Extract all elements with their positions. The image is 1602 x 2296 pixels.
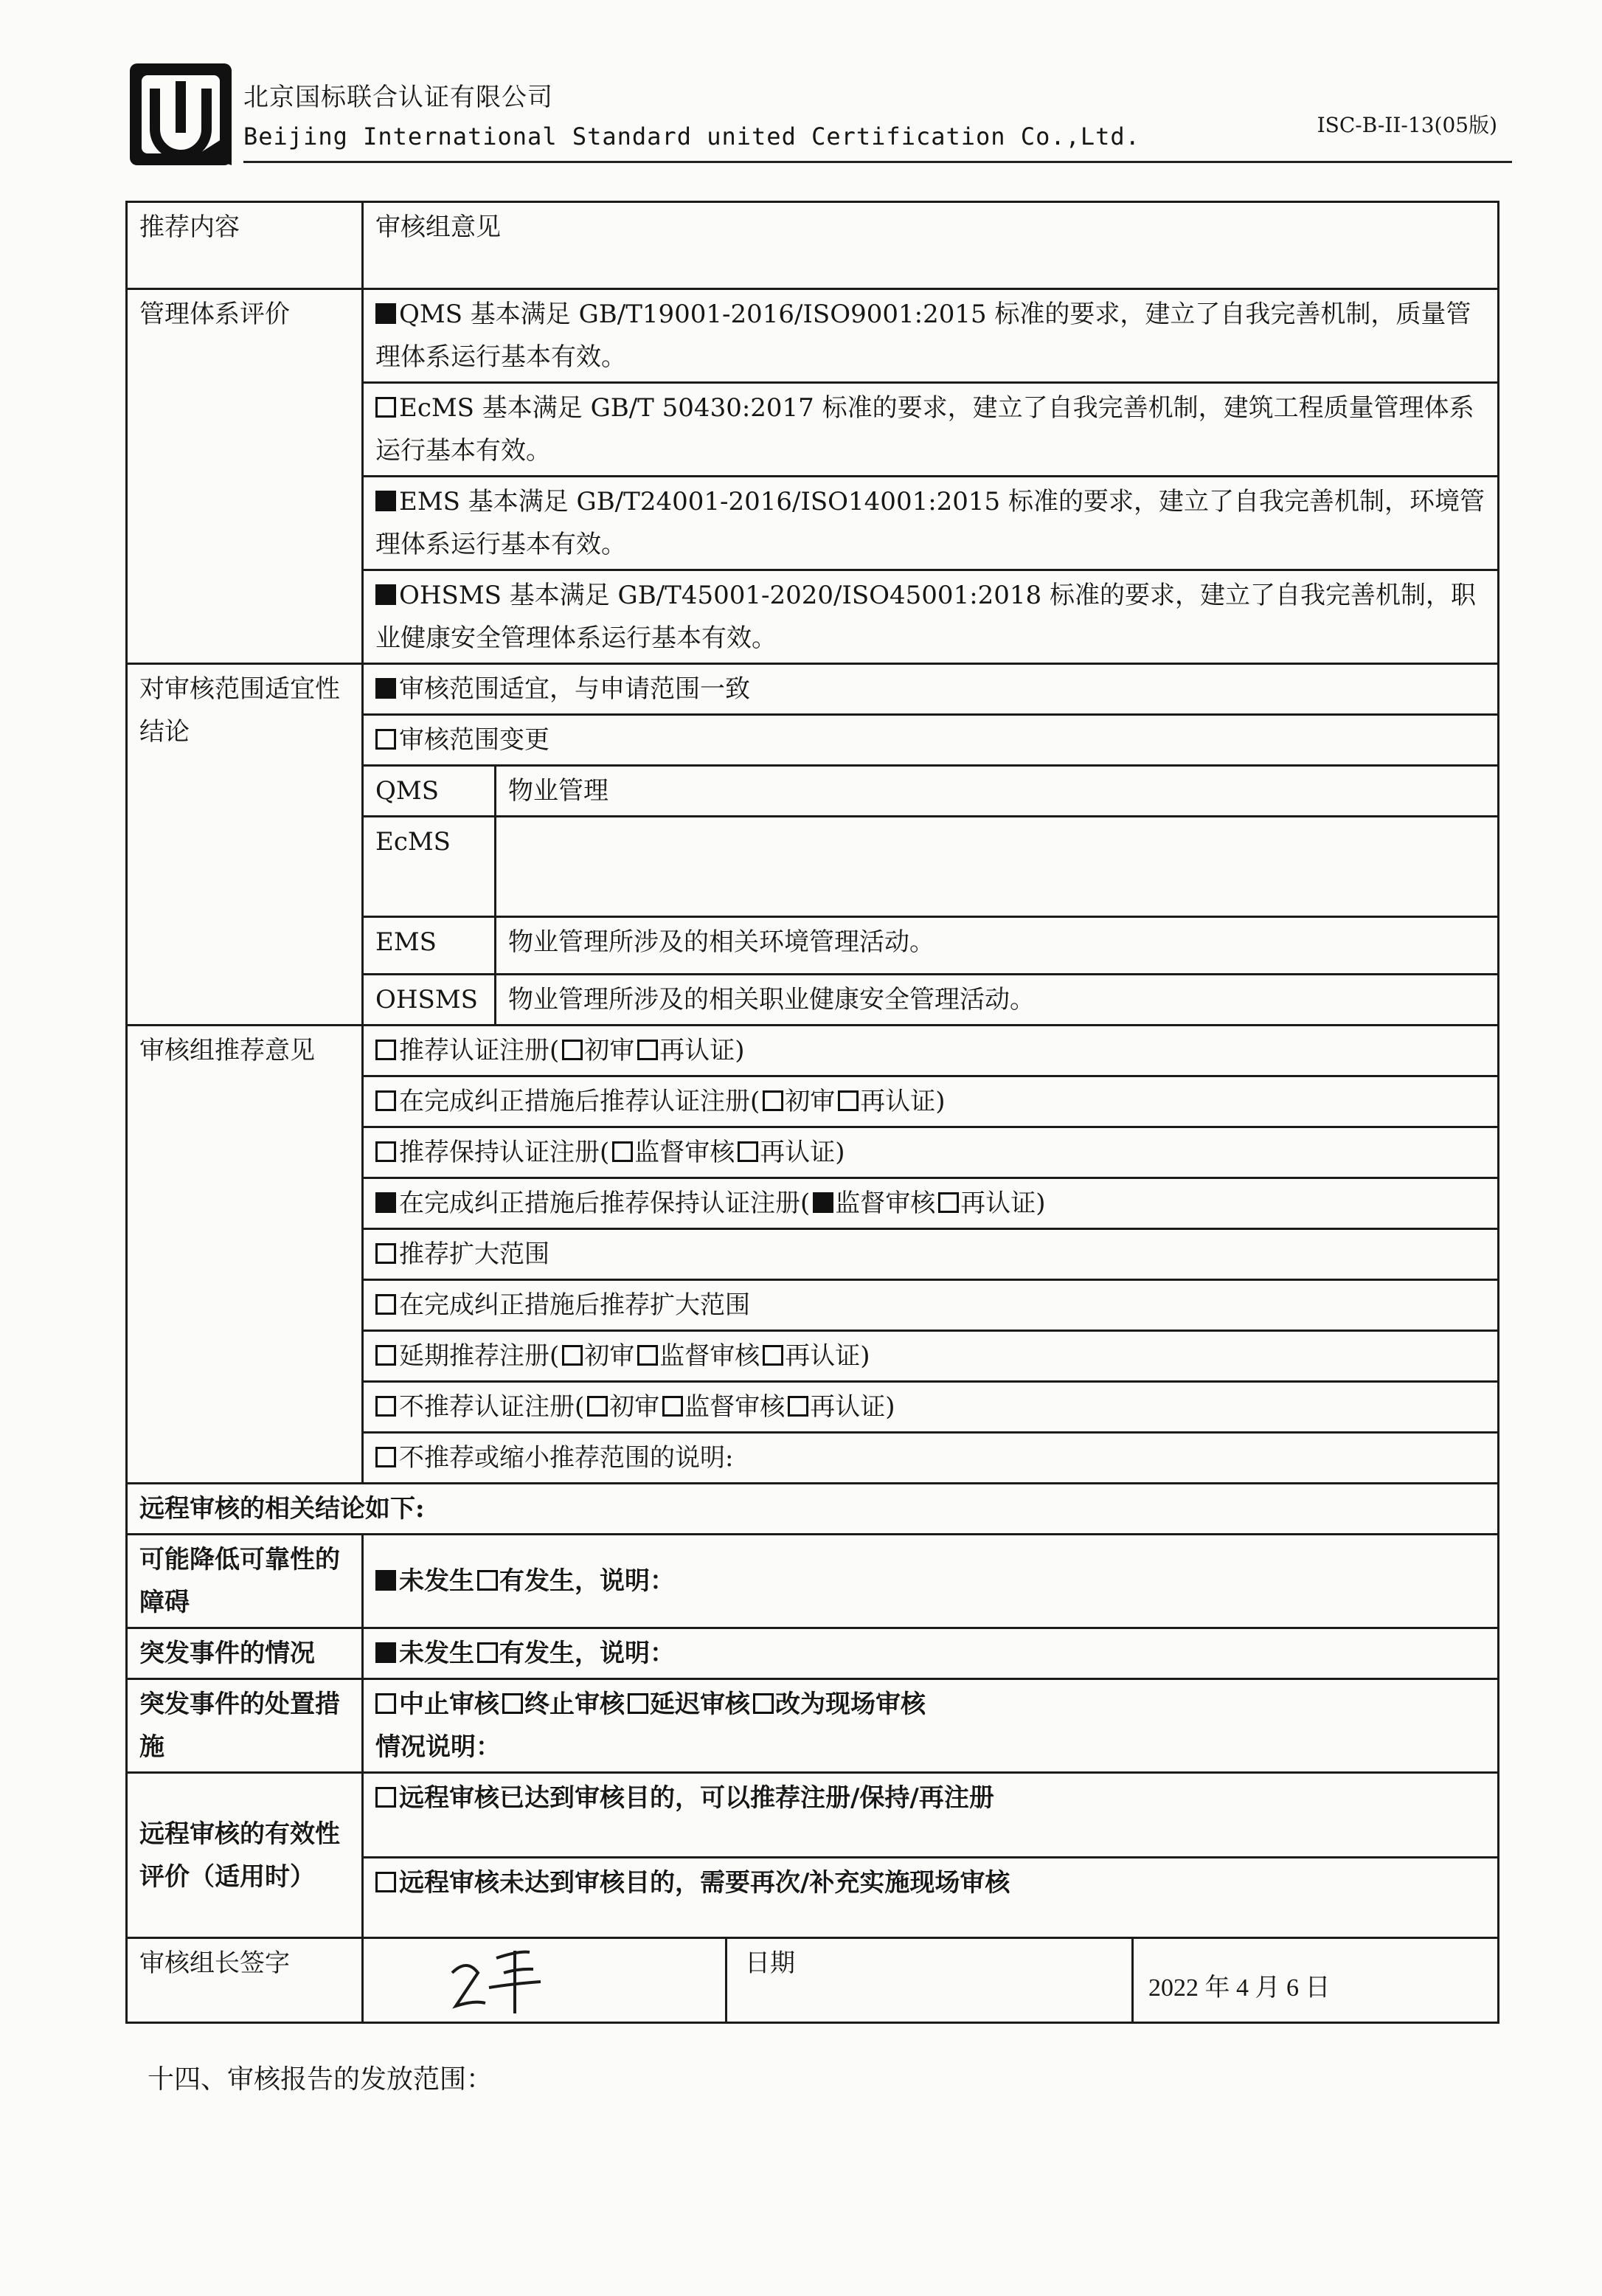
sign-date-cell xyxy=(363,1938,1499,2023)
option-text: 有发生，说明： xyxy=(499,1639,675,1668)
checkbox[interactable] xyxy=(763,1090,783,1111)
rec-sub-text: 再认证) xyxy=(760,1138,845,1167)
rec-sub-text: 再认证) xyxy=(810,1392,895,1422)
rec-item xyxy=(363,1076,1499,1127)
mgmt-item-text: EcMS 基本满足 GB/T 50430:2017 标准的要求，建立了自我完善机制，建筑工程质量管理体系运行基本有效。 xyxy=(375,393,1474,466)
checkbox[interactable] xyxy=(838,1090,859,1111)
measure-label: 突发事件的处置措施 xyxy=(127,1679,363,1773)
mgmt-item xyxy=(363,570,1499,664)
checkbox[interactable] xyxy=(502,1693,523,1714)
scope-code: EcMS xyxy=(363,817,496,917)
header-left-cell: 推荐内容 xyxy=(127,202,363,289)
checkbox[interactable] xyxy=(375,1396,396,1417)
checkbox[interactable] xyxy=(375,1570,396,1591)
checkbox[interactable] xyxy=(375,729,396,750)
checkbox[interactable] xyxy=(662,1396,683,1417)
scope-change-text: 审核范围变更 xyxy=(399,725,549,755)
scope-code: OHSMS xyxy=(363,975,496,1026)
mgmt-eval-label: 管理体系评价 xyxy=(127,289,363,664)
mgmt-item xyxy=(363,383,1499,477)
checkbox[interactable] xyxy=(375,1693,396,1714)
option-text: 未发生 xyxy=(399,1639,474,1668)
header-right-cell: 审核组意见 xyxy=(363,202,1499,289)
date-value: 2022 年 4 月 6 日 xyxy=(1148,1974,1331,2002)
measure-cell xyxy=(363,1679,1499,1773)
checkbox[interactable] xyxy=(637,1345,658,1366)
checkbox[interactable] xyxy=(375,1192,396,1213)
scope-ok-row xyxy=(363,664,1499,715)
rec-sub-text: 初审 xyxy=(584,1036,635,1065)
mgmt-item-text: EMS 基本满足 GB/T24001-2016/ISO14001:2015 标准的要求，建立了自我完善机制，环境管理体系运行基本有效。 xyxy=(375,487,1485,559)
rec-sub-text: 再认证) xyxy=(659,1036,745,1065)
scope-code: QMS xyxy=(363,766,496,817)
checkbox[interactable] xyxy=(375,491,396,511)
scope-desc xyxy=(496,817,1499,917)
measure-note: 情况说明： xyxy=(375,1732,501,1762)
scope-ok-text: 审核范围适宜，与申请范围一致 xyxy=(399,674,750,704)
leader-sign-label: 审核组长签字 xyxy=(127,1938,363,2023)
mgmt-item xyxy=(363,289,1499,383)
checkbox[interactable] xyxy=(738,1141,758,1162)
validity-text: 远程审核未达到审核目的，需要再次/补充实施现场审核 xyxy=(399,1868,1010,1898)
scope-code: EMS xyxy=(363,917,496,975)
mgmt-item-text: OHSMS 基本满足 GB/T45001-2020/ISO45001:2018 标准的要求，建立了自我完善机制，职业健康安全管理体系运行基本有效。 xyxy=(375,581,1476,653)
rec-sub-text: 监督审核 xyxy=(659,1341,760,1371)
handwritten-signature xyxy=(445,1943,563,2017)
measure-option-text: 终止审核 xyxy=(524,1690,625,1719)
obstacle-row xyxy=(363,1535,1499,1628)
emergency-label: 突发事件的情况 xyxy=(127,1628,363,1679)
validity-item xyxy=(363,1773,1499,1858)
checkbox[interactable] xyxy=(375,1642,396,1663)
header-divider xyxy=(243,161,1512,163)
rec-item xyxy=(363,1331,1499,1382)
rec-item xyxy=(363,1229,1499,1280)
document-code: ISC-B-II-13(05版) xyxy=(1317,113,1497,137)
rec-item-text: 不推荐或缩小推荐范围的说明: xyxy=(399,1443,734,1473)
checkbox[interactable] xyxy=(375,1243,396,1264)
rec-sub-text: 监督审核 xyxy=(684,1392,786,1422)
checkbox[interactable] xyxy=(375,1447,396,1467)
audit-opinion-table xyxy=(125,201,1499,2024)
checkbox[interactable] xyxy=(637,1040,658,1060)
rec-sub-text: 初审 xyxy=(584,1341,635,1371)
checkbox[interactable] xyxy=(477,1570,498,1591)
option-text: 未发生 xyxy=(399,1566,474,1596)
rec-item xyxy=(363,1433,1499,1484)
rec-item-text: 在完成纠正措施后推荐扩大范围 xyxy=(399,1290,750,1320)
checkbox[interactable] xyxy=(375,1040,396,1060)
rec-item-text: 推荐认证注册( xyxy=(399,1036,560,1065)
emergency-row xyxy=(363,1628,1499,1679)
scope-desc: 物业管理所涉及的相关职业健康安全管理活动。 xyxy=(496,975,1499,1026)
validity-item xyxy=(363,1858,1499,1938)
company-logo xyxy=(125,59,236,170)
checkbox[interactable] xyxy=(375,1294,396,1315)
validity-text: 远程审核已达到审核目的，可以推荐注册/保持/再注册 xyxy=(399,1783,994,1813)
rec-item-text: 推荐保持认证注册( xyxy=(399,1138,610,1167)
rec-item-text: 在完成纠正措施后推荐保持认证注册( xyxy=(399,1189,811,1218)
rec-item-text: 推荐扩大范围 xyxy=(399,1239,549,1269)
checkbox[interactable] xyxy=(375,1345,396,1366)
measure-options xyxy=(375,1683,1485,1726)
scope-desc: 物业管理所涉及的相关环境管理活动。 xyxy=(496,917,1499,975)
rec-sub-text: 再认证) xyxy=(785,1341,870,1371)
measure-option-text: 延迟审核 xyxy=(650,1690,750,1719)
rec-item xyxy=(363,1026,1499,1076)
measure-option-text: 改为现场审核 xyxy=(775,1690,926,1719)
checkbox[interactable] xyxy=(813,1192,833,1213)
checkbox[interactable] xyxy=(477,1642,498,1663)
scope-desc: 物业管理 xyxy=(496,766,1499,817)
checkbox[interactable] xyxy=(587,1396,608,1417)
obstacle-label: 可能降低可靠性的障碍 xyxy=(127,1535,363,1628)
rec-sub-text: 初审 xyxy=(609,1392,660,1422)
rec-item xyxy=(363,1127,1499,1178)
recommendation-label: 审核组推荐意见 xyxy=(127,1026,363,1484)
rec-sub-text: 监督审核 xyxy=(835,1189,936,1218)
scope-label: 对审核范围适宜性结论 xyxy=(127,664,363,1026)
rec-sub-text: 初审 xyxy=(785,1087,836,1116)
date-label: 日期 xyxy=(727,1939,1134,2022)
checkbox[interactable] xyxy=(375,303,396,324)
checkbox[interactable] xyxy=(375,678,396,699)
checkbox[interactable] xyxy=(375,1787,396,1808)
rec-sub-text: 再认证) xyxy=(860,1087,946,1116)
validity-label: 远程审核的有效性评价（适用时） xyxy=(127,1773,363,1938)
rec-item-text: 不推荐认证注册( xyxy=(399,1392,585,1422)
page-header xyxy=(125,52,1512,170)
checkbox[interactable] xyxy=(375,397,396,418)
company-name-cn: 北京国标联合认证有限公司 xyxy=(243,83,553,112)
checkbox[interactable] xyxy=(375,1872,396,1892)
checkbox[interactable] xyxy=(612,1141,633,1162)
checkbox[interactable] xyxy=(375,1141,396,1162)
checkbox[interactable] xyxy=(788,1396,808,1417)
measure-option-text: 中止审核 xyxy=(399,1690,499,1719)
checkbox[interactable] xyxy=(562,1040,583,1060)
company-name-en: Beijing International Standard united Certification Co.,Ltd. xyxy=(243,122,1140,151)
section-heading: 十四、审核报告的发放范围： xyxy=(148,2064,493,2095)
checkbox[interactable] xyxy=(753,1693,774,1714)
signature-area xyxy=(364,1939,727,2022)
checkbox[interactable] xyxy=(628,1693,648,1714)
rec-item xyxy=(363,1178,1499,1229)
checkbox[interactable] xyxy=(562,1345,583,1366)
rec-item-text: 在完成纠正措施后推荐认证注册( xyxy=(399,1087,760,1116)
mgmt-item xyxy=(363,477,1499,570)
rec-item-text: 延期推荐注册( xyxy=(399,1341,560,1371)
remote-title: 远程审核的相关结论如下: xyxy=(127,1484,1499,1535)
scope-change-row xyxy=(363,715,1499,766)
option-text: 有发生，说明： xyxy=(499,1566,675,1596)
checkbox[interactable] xyxy=(375,584,396,605)
checkbox[interactable] xyxy=(375,1090,396,1111)
checkbox[interactable] xyxy=(763,1345,783,1366)
rec-item xyxy=(363,1382,1499,1433)
checkbox[interactable] xyxy=(938,1192,959,1213)
rec-item xyxy=(363,1280,1499,1331)
mgmt-item-text: QMS 基本满足 GB/T19001-2016/ISO9001:2015 标准的要求，建立了自我完善机制，质量管理体系运行基本有效。 xyxy=(375,300,1471,372)
rec-sub-text: 再认证) xyxy=(960,1189,1046,1218)
rec-sub-text: 监督审核 xyxy=(634,1138,735,1167)
